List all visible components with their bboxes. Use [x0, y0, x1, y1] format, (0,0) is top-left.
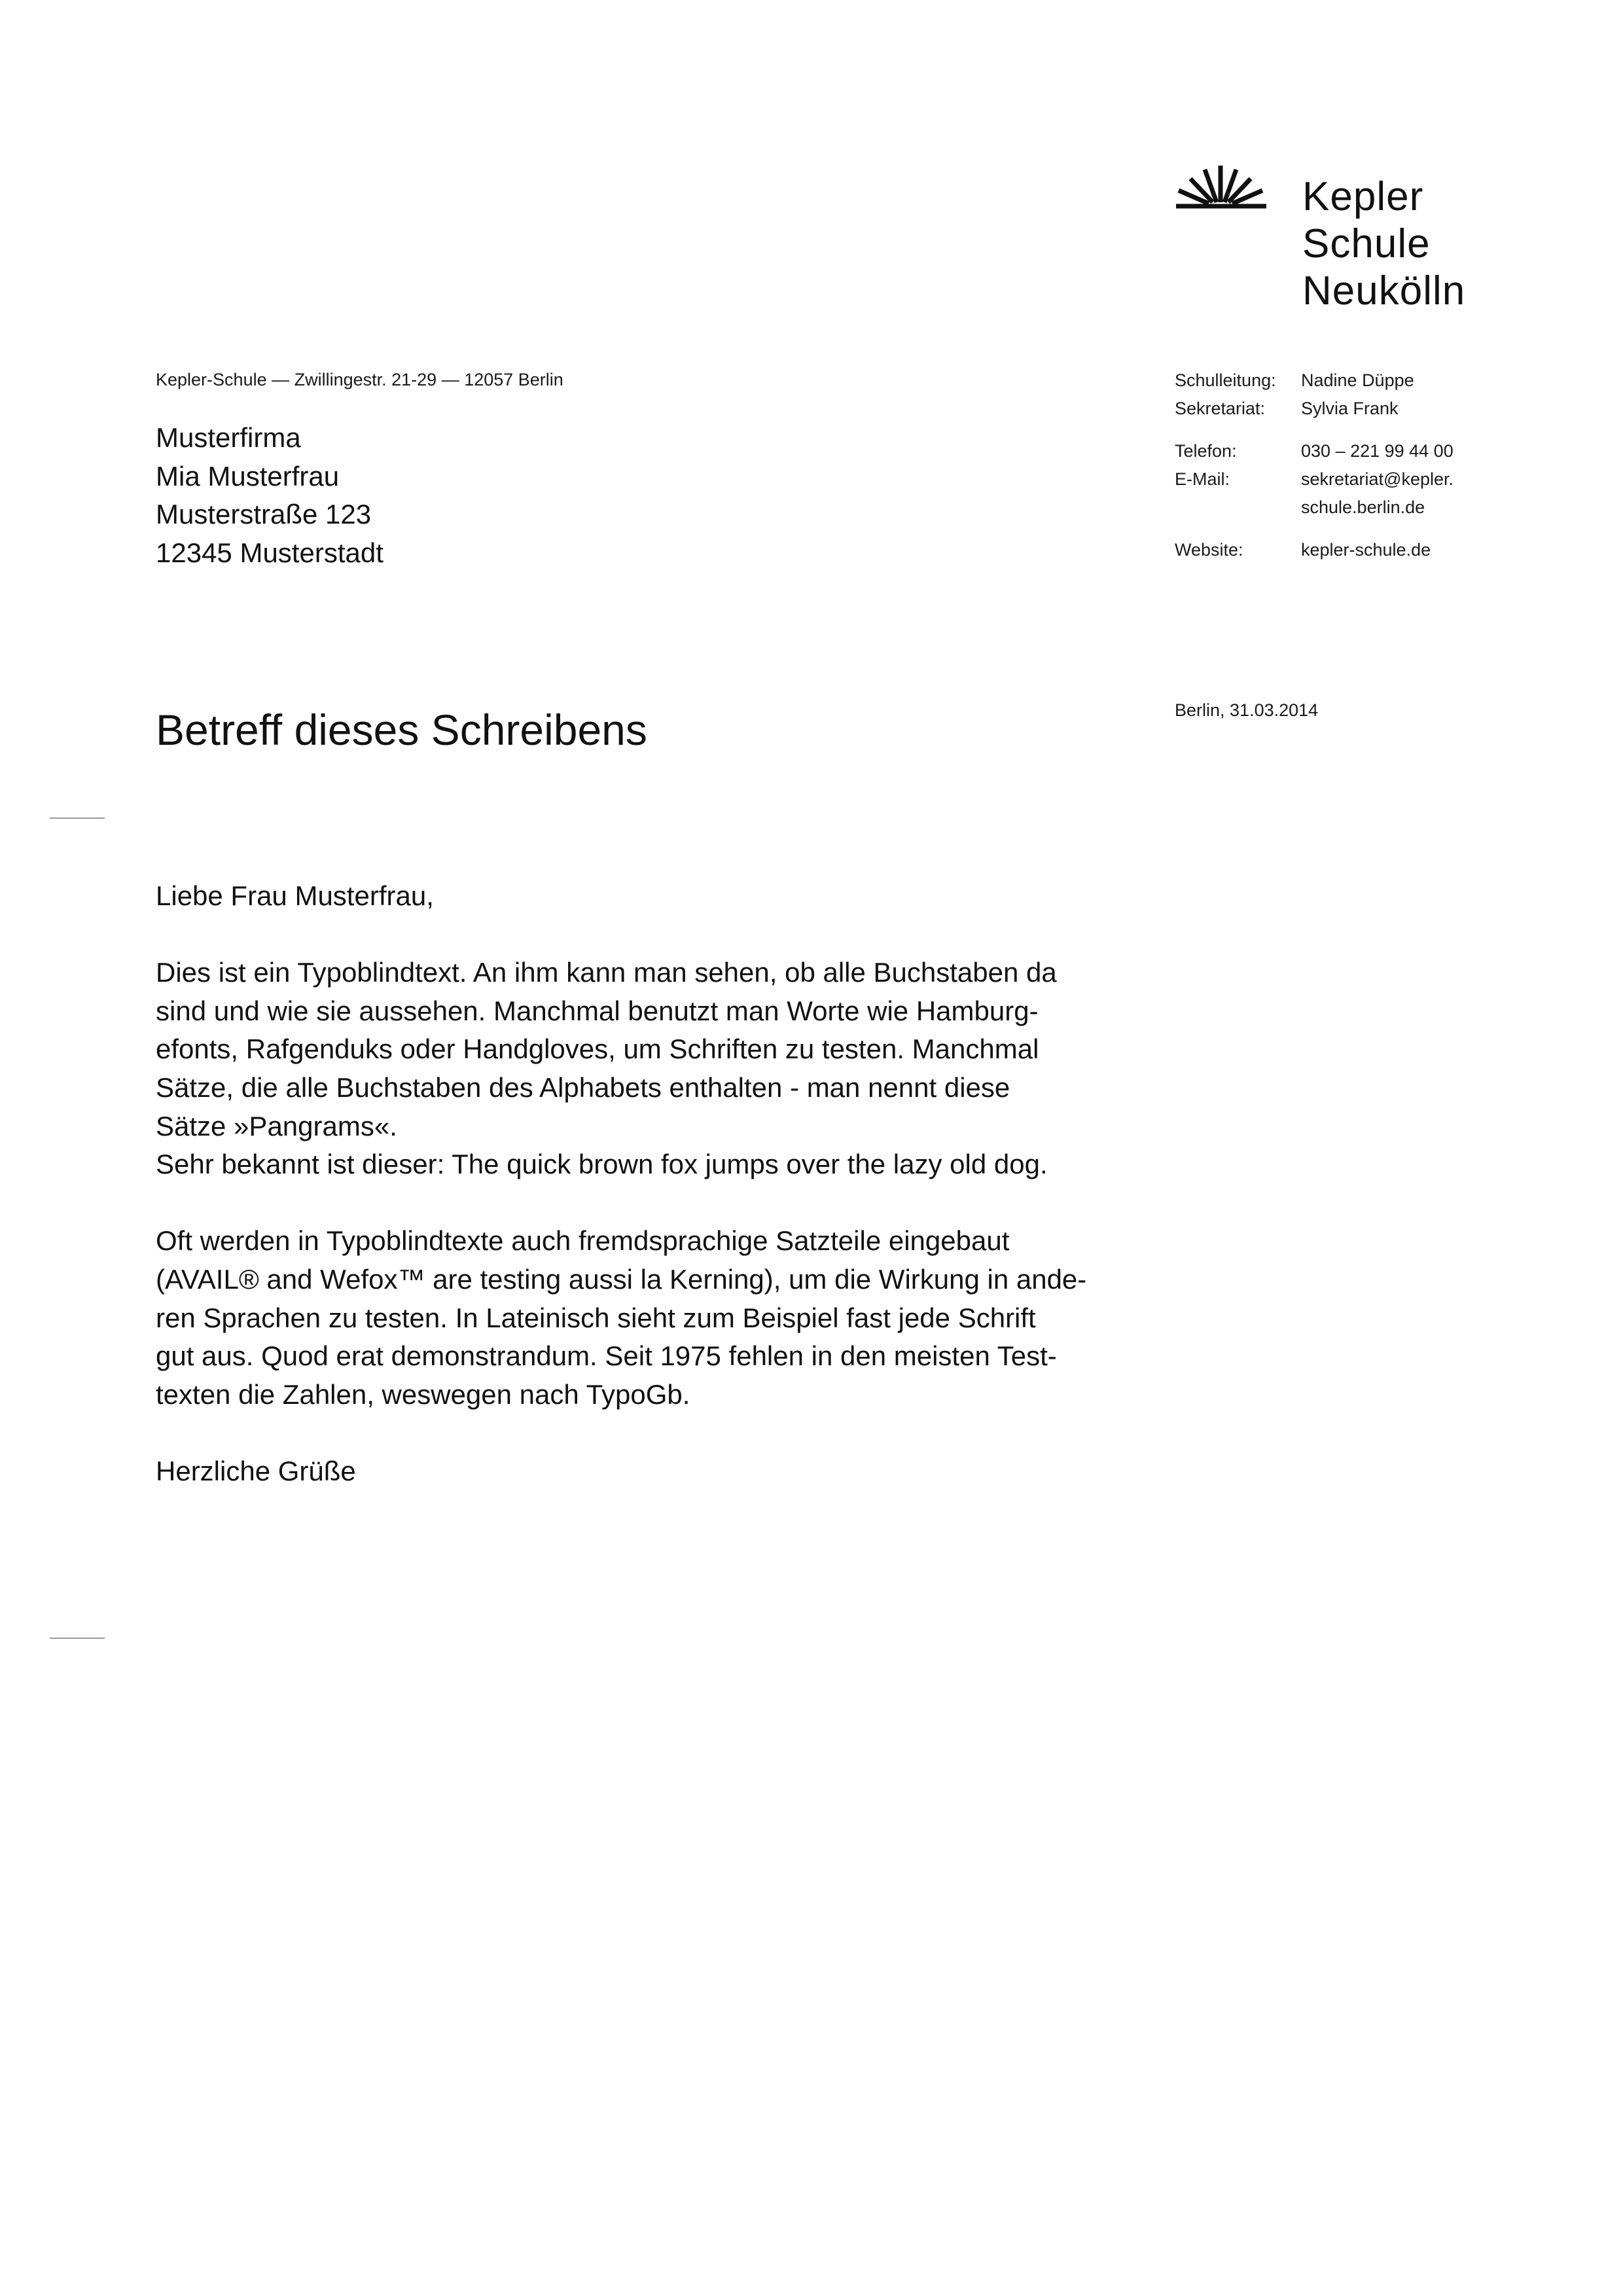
info-value: kepler-schule.de [1301, 540, 1431, 560]
fold-mark-top [50, 817, 105, 819]
body-line: Sätze, die alle Buchstaben des Alphabets enthalten - man nennt diese [156, 1071, 1010, 1103]
recipient-line: Musterfirma [156, 422, 301, 453]
info-value: schule.berlin.de [1301, 497, 1425, 517]
info-label: E-Mail: [1175, 469, 1230, 489]
body-line: Sätze »Pangrams«. [156, 1110, 397, 1141]
school-logo [1175, 160, 1502, 317]
logo-line: Schule [1302, 221, 1431, 266]
info-value: sekretariat@kepler. [1301, 469, 1454, 489]
body-line: gut aus. Quod erat demonstrandum. Seit 1975 fehlen in den meisten Test- [156, 1340, 1057, 1372]
info-label: Website: [1175, 540, 1243, 560]
body-line: (AVAIL® and Wefox™ are testing aussi la Kerning), um die Wirkung in ande- [156, 1263, 1087, 1295]
body-line: Oft werden in Typoblindtexte auch fremdsprachige Satzteile eingebaut [156, 1225, 1010, 1257]
logo-wordmark [1302, 173, 1465, 315]
contact-info [1175, 367, 1454, 564]
closing [156, 1452, 1137, 1491]
paragraph [156, 1222, 1137, 1414]
sunrise-rays-icon [1175, 160, 1273, 213]
body-line: Liebe Frau Musterfrau, [156, 880, 434, 911]
body-line: texten die Zahlen, weswegen nach TypoGb. [156, 1378, 690, 1410]
letter-date: Berlin, 31.03.2014 [1175, 700, 1319, 720]
info-label: Schulleitung: [1175, 370, 1276, 390]
sender-address-line: Kepler-Schule — Zwillingestr. 21-29 — 12057 Berlin [156, 370, 563, 389]
info-row-schulleitung [1175, 367, 1454, 395]
info-row-sekretariat [1175, 395, 1454, 423]
recipient-line: Musterstraße 123 [156, 499, 372, 529]
recipient-line: Mia Musterfrau [156, 460, 340, 492]
salutation [156, 877, 1137, 916]
info-label: Telefon: [1175, 441, 1237, 461]
body-line: ren Sprachen zu testen. In Lateinisch sieht zum Beispiel fast jede Schrift [156, 1302, 1036, 1333]
paragraph [156, 954, 1137, 1184]
body-line: Herzliche Grüße [156, 1455, 356, 1486]
info-value: Nadine Düppe [1301, 370, 1414, 390]
body-line: sind und wie sie aussehen. Manchmal benutzt man Worte wie Hamburg- [156, 995, 1039, 1026]
recipient-line: 12345 Musterstadt [156, 537, 383, 568]
fold-mark-bottom [50, 1638, 105, 1639]
body-line: Dies ist ein Typoblindtext. An ihm kann man sehen, ob alle Buchstaben da [156, 957, 1057, 988]
info-label: Sekretariat: [1175, 399, 1266, 418]
letter-body [156, 877, 1137, 1529]
letter-subject: Betreff dieses Schreibens [156, 706, 647, 754]
info-row-telefon [1175, 437, 1454, 465]
body-line: Sehr bekannt ist dieser: The quick brown fox jumps over the lazy old dog. [156, 1149, 1048, 1180]
recipient-address [156, 419, 383, 572]
info-value: 030 – 221 99 44 00 [1301, 441, 1454, 461]
logo-line: Neukölln [1302, 268, 1466, 314]
info-value: Sylvia Frank [1301, 399, 1399, 418]
info-row-email-cont [1175, 493, 1454, 522]
logo-line: Kepler [1302, 174, 1424, 219]
info-row-email [1175, 465, 1454, 493]
info-row-website [1175, 536, 1454, 564]
body-line: efonts, Rafgenduks oder Handgloves, um Schriften zu testen. Manchmal [156, 1033, 1039, 1065]
